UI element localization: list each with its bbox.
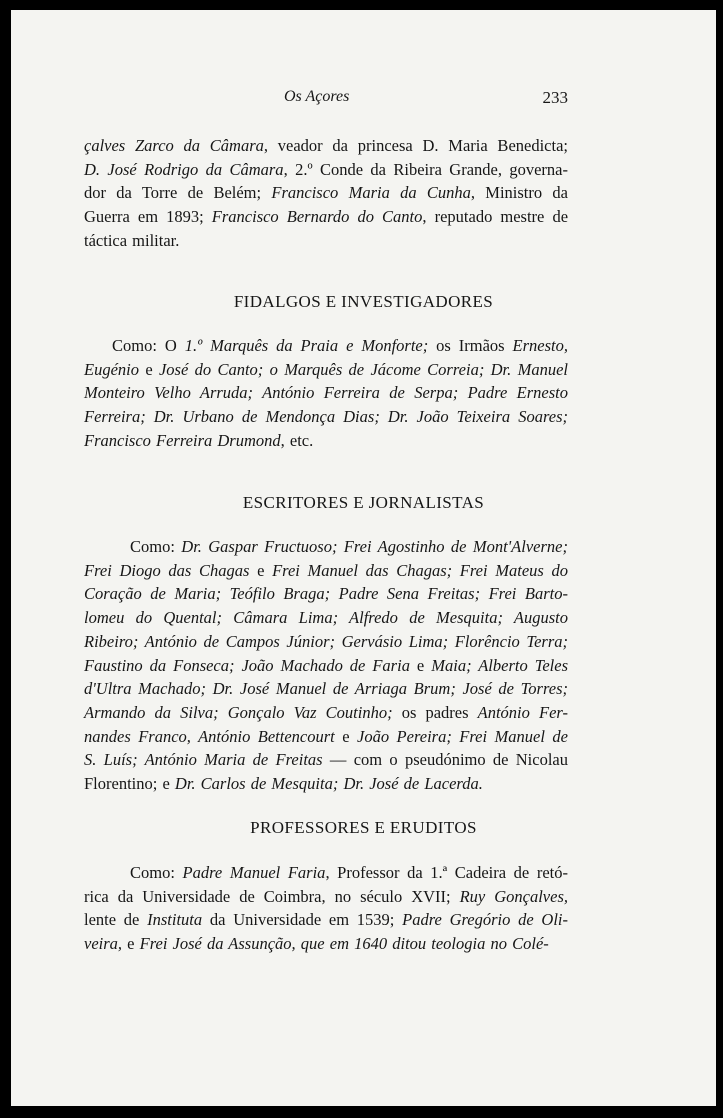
text-run: Como: O bbox=[112, 336, 185, 355]
text-line bbox=[84, 654, 568, 678]
italic-name: D. José Rodrigo da Câmara bbox=[84, 159, 284, 179]
text-run: Como: bbox=[130, 537, 182, 556]
text-run: , reputado mestre de bbox=[422, 207, 569, 227]
text-run: , veador da princesa D. Maria Benedicta; bbox=[263, 136, 568, 155]
section-heading-fidalgos: FIDALGOS E INVESTIGADORES bbox=[233, 292, 494, 311]
text-line bbox=[84, 861, 568, 885]
text-run: Florentino; e bbox=[84, 774, 175, 794]
section-heading-escritores: ESCRITORES E JORNALISTAS bbox=[242, 493, 485, 512]
italic-name: Ferreira; Dr. Urbano de Mendonça Dias; Dr. João Teixeira Soares; bbox=[84, 407, 568, 427]
italic-name: Padre Gregório de Oli- bbox=[402, 910, 569, 930]
running-title: Os Açores bbox=[284, 88, 350, 105]
italic-name: 1.º Marquês da Praia e Monforte; bbox=[184, 336, 429, 355]
text-run: e bbox=[122, 934, 140, 954]
section-paragraph-professores bbox=[84, 861, 568, 956]
text-run: — com o pseudónimo de Nicolau bbox=[322, 750, 568, 770]
italic-name: S. Luís; António Maria de Freitas bbox=[84, 750, 323, 770]
text-run: , 2.º Conde da Ribeira Grande, governa- bbox=[283, 159, 568, 179]
italic-name: Frei José da Assunção, que em 1640 ditou teologia no Colé- bbox=[139, 934, 549, 954]
text-line bbox=[84, 748, 568, 772]
italic-name: Frei Manuel das Chagas; Frei Mateus do bbox=[272, 560, 568, 580]
text-run: , etc. bbox=[280, 430, 314, 450]
text-line bbox=[84, 582, 568, 606]
italic-name: Monteiro Velho Arruda; António Ferreira de Serpa; Padre Ernesto bbox=[84, 383, 568, 403]
italic-name: Ernesto, bbox=[512, 336, 568, 355]
italic-name: Ruy Gonçalves, bbox=[459, 886, 568, 906]
italic-name: Frei Diogo das Chagas bbox=[84, 560, 250, 580]
section-heading-professores: PROFESSORES E ERUDITOS bbox=[250, 818, 477, 837]
italic-name: Eugénio bbox=[84, 359, 139, 379]
text-line bbox=[84, 358, 568, 382]
text-line bbox=[84, 725, 568, 749]
italic-name: d'Ultra Machado; Dr. José Manuel de Arriaga Brum; José de Torres; bbox=[84, 679, 568, 699]
italic-name: Armando da Silva; Gonçalo Vaz Coutinho; bbox=[84, 702, 393, 722]
italic-name: João Pereira; Frei Manuel de bbox=[357, 726, 568, 746]
text-run: Guerra em 1893; bbox=[84, 207, 212, 227]
text-line bbox=[84, 559, 568, 583]
text-line bbox=[84, 334, 568, 358]
italic-name: Faustino da Fonseca; João Machado de Faria bbox=[84, 655, 410, 675]
italic-name: Francisco Maria da Cunha bbox=[271, 183, 471, 203]
italic-name: António Fer- bbox=[477, 702, 568, 722]
text-line bbox=[84, 405, 568, 429]
book-page bbox=[11, 10, 716, 1106]
text-run: , Ministro da bbox=[470, 183, 568, 203]
text-line bbox=[84, 134, 568, 158]
italic-name: José do Canto; o Marquês de Jácome Correia; Dr. Manuel bbox=[158, 359, 568, 379]
text-line bbox=[84, 229, 568, 253]
text-run: , Professor da 1.ª Cadeira de retó- bbox=[325, 863, 568, 882]
text-run: os Irmãos bbox=[428, 336, 513, 355]
text-line bbox=[84, 429, 568, 453]
section-paragraph-escritores bbox=[84, 535, 568, 796]
italic-name: lomeu do Quental; Câmara Lima; Alfredo de Mesquita; Augusto bbox=[84, 608, 568, 628]
text-run: os padres bbox=[392, 702, 478, 722]
italic-name: çalves Zarco da Câmara bbox=[84, 136, 264, 155]
text-line bbox=[84, 381, 568, 405]
text-line bbox=[84, 181, 568, 205]
section-paragraph-fidalgos bbox=[84, 334, 568, 453]
italic-name: Dr. Carlos de Mesquita; Dr. José de Lacerda. bbox=[174, 774, 483, 794]
text-line bbox=[84, 535, 568, 559]
text-run: Como: bbox=[130, 863, 183, 882]
text-line bbox=[84, 932, 568, 956]
text-line bbox=[84, 701, 568, 725]
text-run: e bbox=[409, 655, 432, 675]
text-line bbox=[84, 606, 568, 630]
text-line bbox=[84, 158, 568, 182]
text-line bbox=[84, 885, 568, 909]
text-line bbox=[84, 677, 568, 701]
italic-name: nandes Franco, António Bettencourt bbox=[84, 726, 335, 746]
text-run: táctica militar. bbox=[84, 230, 180, 250]
text-line bbox=[84, 772, 568, 796]
italic-name: Maia; Alberto Teles bbox=[431, 655, 569, 675]
text-run: rica da Universidade de Coimbra, no século XVII; bbox=[84, 886, 460, 906]
text-run: e bbox=[139, 359, 159, 379]
italic-name: Francisco Bernardo do Canto bbox=[211, 207, 423, 227]
text-line bbox=[84, 630, 568, 654]
italic-name: Ribeiro; António de Campos Júnior; Gervásio Lima; Florêncio Terra; bbox=[84, 631, 568, 651]
page-number: 233 bbox=[542, 88, 568, 107]
text-run: e bbox=[249, 560, 273, 580]
text-line bbox=[84, 205, 568, 229]
text-run: lente de bbox=[84, 910, 148, 930]
italic-name: Francisco Ferreira Drumond bbox=[84, 430, 281, 450]
running-header bbox=[11, 88, 716, 112]
italic-name: Padre Manuel Faria bbox=[182, 863, 326, 882]
text-run: dor da Torre de Belém; bbox=[84, 183, 272, 203]
intro-paragraph bbox=[84, 134, 568, 253]
text-line bbox=[84, 908, 568, 932]
italic-name: Coração de Maria; Teófilo Braga; Padre Sena Freitas; Frei Barto- bbox=[84, 584, 568, 604]
text-run: da Universidade em 1539; bbox=[202, 910, 403, 930]
italic-name: Instituta bbox=[147, 910, 203, 930]
text-run: e bbox=[334, 726, 358, 746]
italic-name: veira, bbox=[84, 934, 123, 954]
italic-name: Dr. Gaspar Fructuoso; Frei Agostinho de Mont'Alverne; bbox=[181, 537, 568, 556]
